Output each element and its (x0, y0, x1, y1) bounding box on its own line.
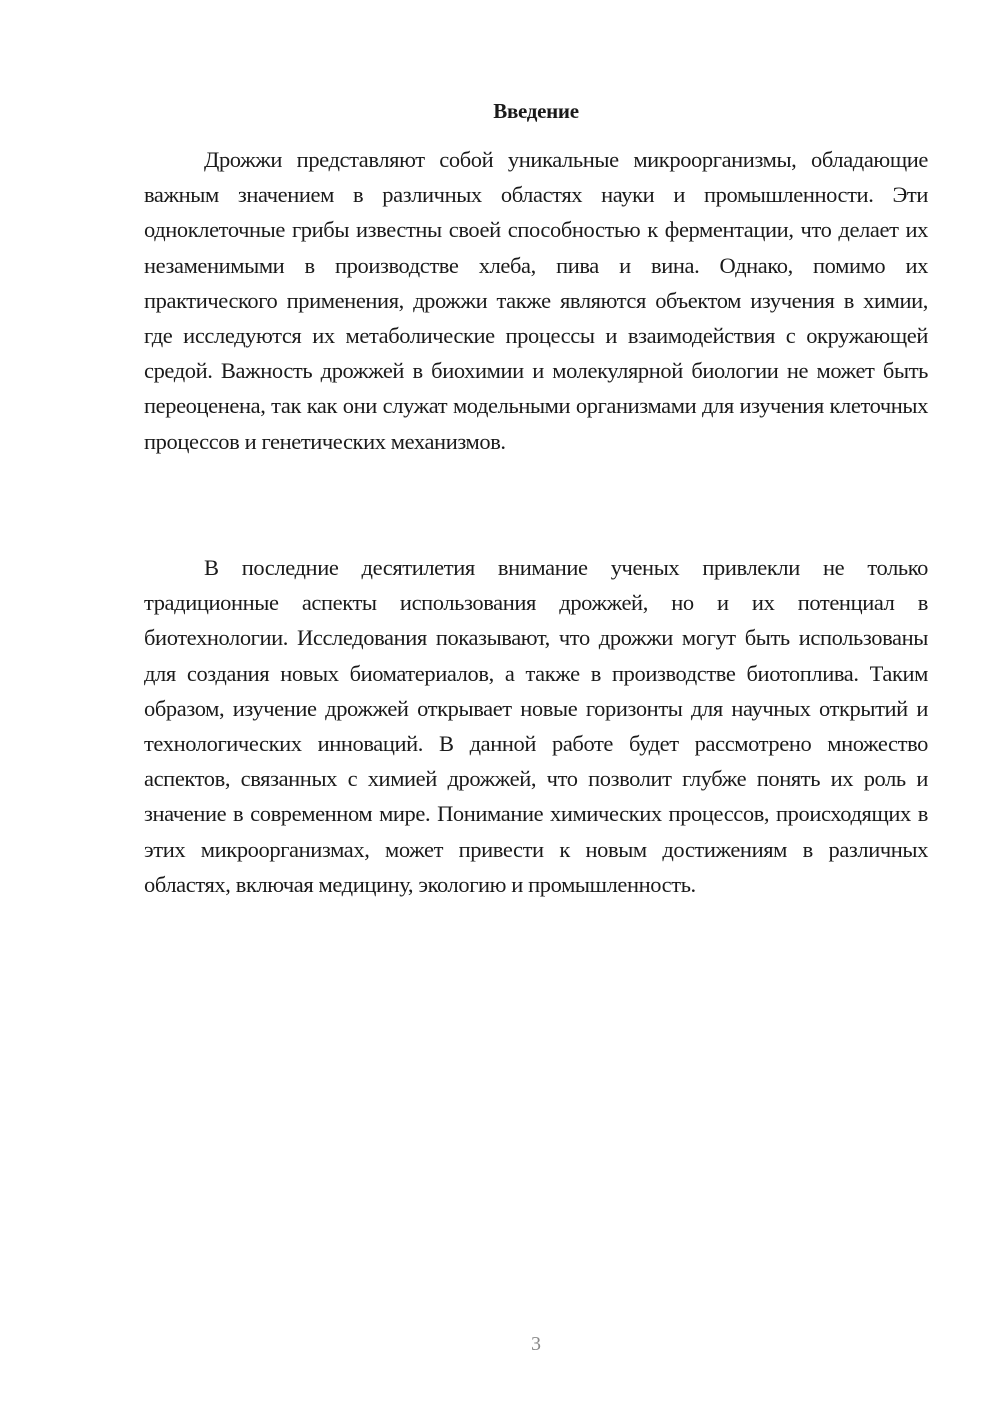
section-title: Введение (493, 99, 579, 123)
page-number: 3 (531, 1333, 541, 1355)
paragraph-2: В последние десятилетия внимание ученых привлекли не только традиционные аспекты использования дрожжей, но и их потенциал в биотехнологии. Исследования показывают, что дрожжи могут быть использованы для создания новых биоматериалов, а также в производстве биотоплива. Таким образом, изучение дрожжей открывает новые горизонты для научных открытий и технологических инноваций. В данной работе будет рассмотрено множество аспектов, связанных с химией дрожжей, что позволит глубже понять их роль и значение в современном мире. Понимание химических процессов, происходящих в этих микроорганизмах, может привести к новым достижениям в различных областях, включая медицину, экологию и промышленность. (144, 555, 928, 897)
paragraph-1: Дрожжи представляют собой уникальные микроорганизмы, обладающие важным значением в различных областях науки и промышленности. Эти одноклеточные грибы известны своей способностью к ферментации, что делает их незаменимыми в производстве хлеба, пива и вина. Однако, помимо их практического применения, дрожжи также являются объектом изучения в химии, где исследуются их метаболические процессы и взаимодействия с окружающей средой. Важность дрожжей в биохимии и молекулярной биологии не может быть переоценена, так как они служат модельными организмами для изучения клеточных процессов и генетических механизмов. (144, 147, 928, 454)
